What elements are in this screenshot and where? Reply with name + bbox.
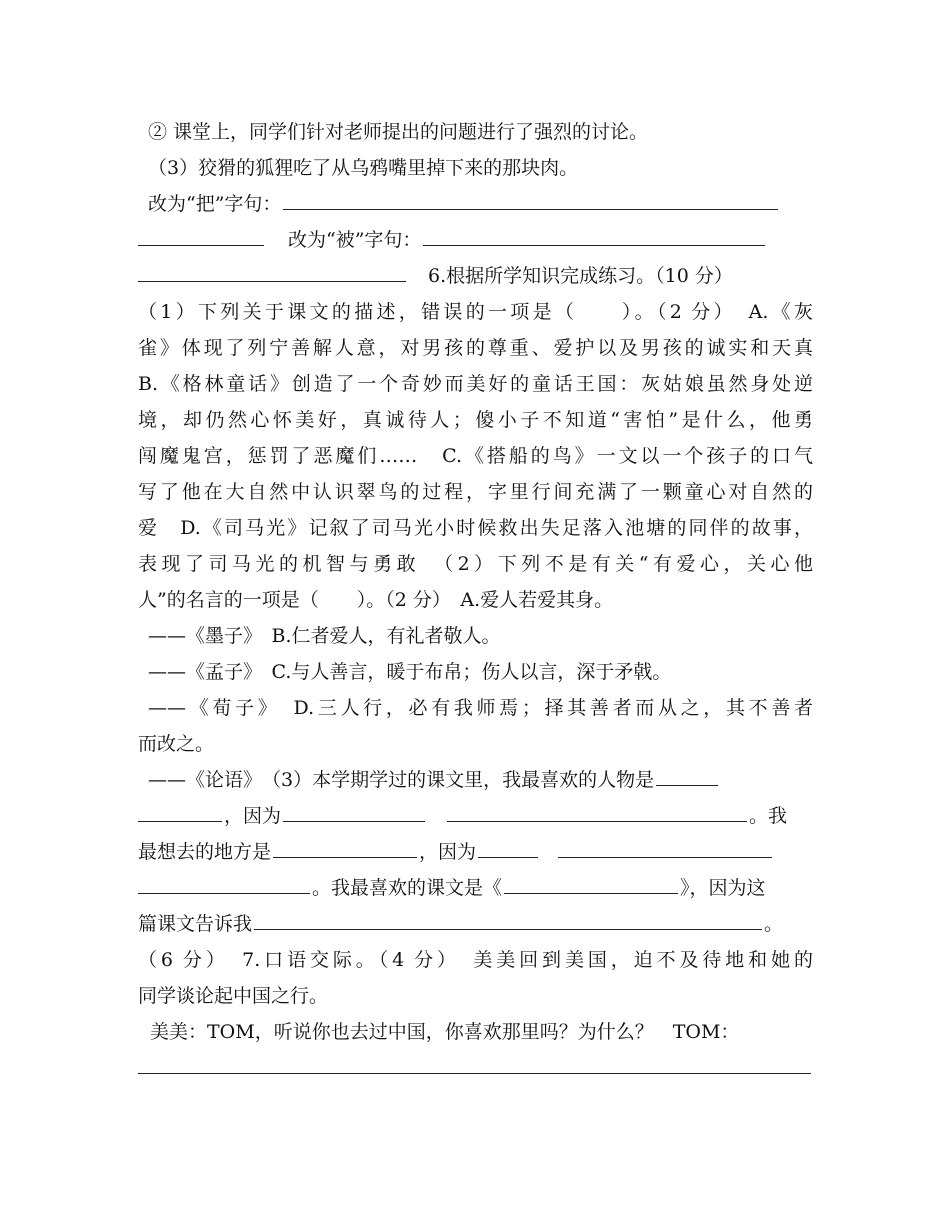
text-line: 人”的名言的一项是（ ）。（2 分） A.爱人若爱其身。 (138, 589, 614, 611)
text-line (138, 222, 813, 258)
text-line: 而改之。 (138, 733, 215, 755)
sentence-end: 。我 (749, 805, 788, 827)
reason-label: ，因为 (224, 805, 282, 827)
answer-blank[interactable] (558, 835, 772, 858)
text-line (138, 798, 813, 834)
answer-blank[interactable] (283, 799, 425, 822)
text-line (148, 762, 813, 798)
answer-blank[interactable] (504, 871, 678, 894)
text-line: 美美：TOM，听说你也去过中国，你喜欢那里吗？为什么？ TOM： (150, 1021, 740, 1043)
answer-blank[interactable] (138, 871, 310, 894)
text-line (138, 834, 813, 870)
text-line: （1）下列关于课文的描述，错误的一项是（ ）。（2 分） A.《灰 (138, 301, 813, 323)
text-line: 同学谈论起中国之行。 (138, 985, 329, 1007)
text-line: （3）狡猾的狐狸吃了从乌鸦嘴里掉下来的那块肉。 (148, 157, 579, 179)
answer-blank[interactable] (283, 187, 778, 210)
answer-blank[interactable] (423, 223, 765, 246)
text-line (138, 906, 813, 942)
sentence-end: 。 (764, 913, 784, 935)
reason-label: ，因为 (419, 841, 477, 863)
text-line (148, 186, 813, 222)
favorite-text-prompt: 。我最喜欢的课文是《 (312, 877, 503, 899)
text-line (138, 1050, 813, 1086)
answer-blank[interactable] (138, 1051, 811, 1074)
text-line: ——《墨子》 B.仁者爱人，有礼者敬人。 (148, 625, 501, 647)
text-line: 雀》体现了列宁善解人意，对男孩的尊重、爱护以及男孩的诚实和天真 (138, 337, 813, 359)
text-line (138, 258, 813, 294)
answer-blank[interactable] (138, 799, 222, 822)
text-line: 境，却仍然心怀美好，真诚待人；傻小子不知道“害怕”是什么，他勇 (138, 409, 813, 431)
question-heading: 6.根据所学知识完成练习。（10 分） (428, 265, 733, 287)
text-line: ——《孟子》 C.与人善言，暖于布帛；伤人以言，深于矛戟。 (148, 661, 672, 683)
favorite-place-prompt: 最想去的地方是 (138, 841, 272, 863)
text-line: （6 分） 7.口语交际。（4 分） 美美回到美国，迫不及待地和她的 (138, 949, 813, 971)
favorite-character-prompt: ——《论语》 （3）本学期学过的课文里，我最喜欢的人物是 (148, 769, 655, 791)
answer-blank[interactable] (254, 907, 762, 930)
text-line: 表现了司马光的机智与勇敢 （2）下列不是有关“有爱心，关心他 (138, 553, 813, 575)
reason-label: 》，因为这 (680, 877, 766, 899)
answer-blank[interactable] (656, 763, 718, 786)
text-line: ——《荀子》 D.三人行，必有我师焉；择其善者而从之，其不善者 (148, 697, 813, 719)
answer-blank[interactable] (138, 223, 264, 246)
text-line: 写了他在大自然中认识翠鸟的过程，字里行间充满了一颗童心对自然的 (138, 481, 813, 503)
lesson-prompt: 篇课文告诉我 (138, 913, 253, 935)
answer-blank[interactable] (447, 799, 747, 822)
answer-blank[interactable] (478, 835, 538, 858)
text-line: 闯魔鬼宫，惩罚了恶魔们…… C.《搭船的鸟》一文以一个孩子的口气 (138, 445, 813, 467)
answer-blank[interactable] (138, 259, 406, 282)
ba-sentence-label: 改为“把”字句： (148, 193, 282, 215)
text-line: ② 课堂上，同学们针对老师提出的问题进行了强烈的讨论。 (148, 121, 649, 143)
text-line (138, 870, 813, 906)
bei-sentence-label: 改为“被”字句： (288, 229, 422, 251)
text-line: B.《格林童话》创造了一个奇妙而美好的童话王国：灰姑娘虽然身处逆 (138, 373, 813, 395)
text-line: 爱 D.《司马光》记叙了司马光小时候救出失足落入池塘的同伴的故事， (138, 517, 813, 539)
answer-blank[interactable] (273, 835, 417, 858)
